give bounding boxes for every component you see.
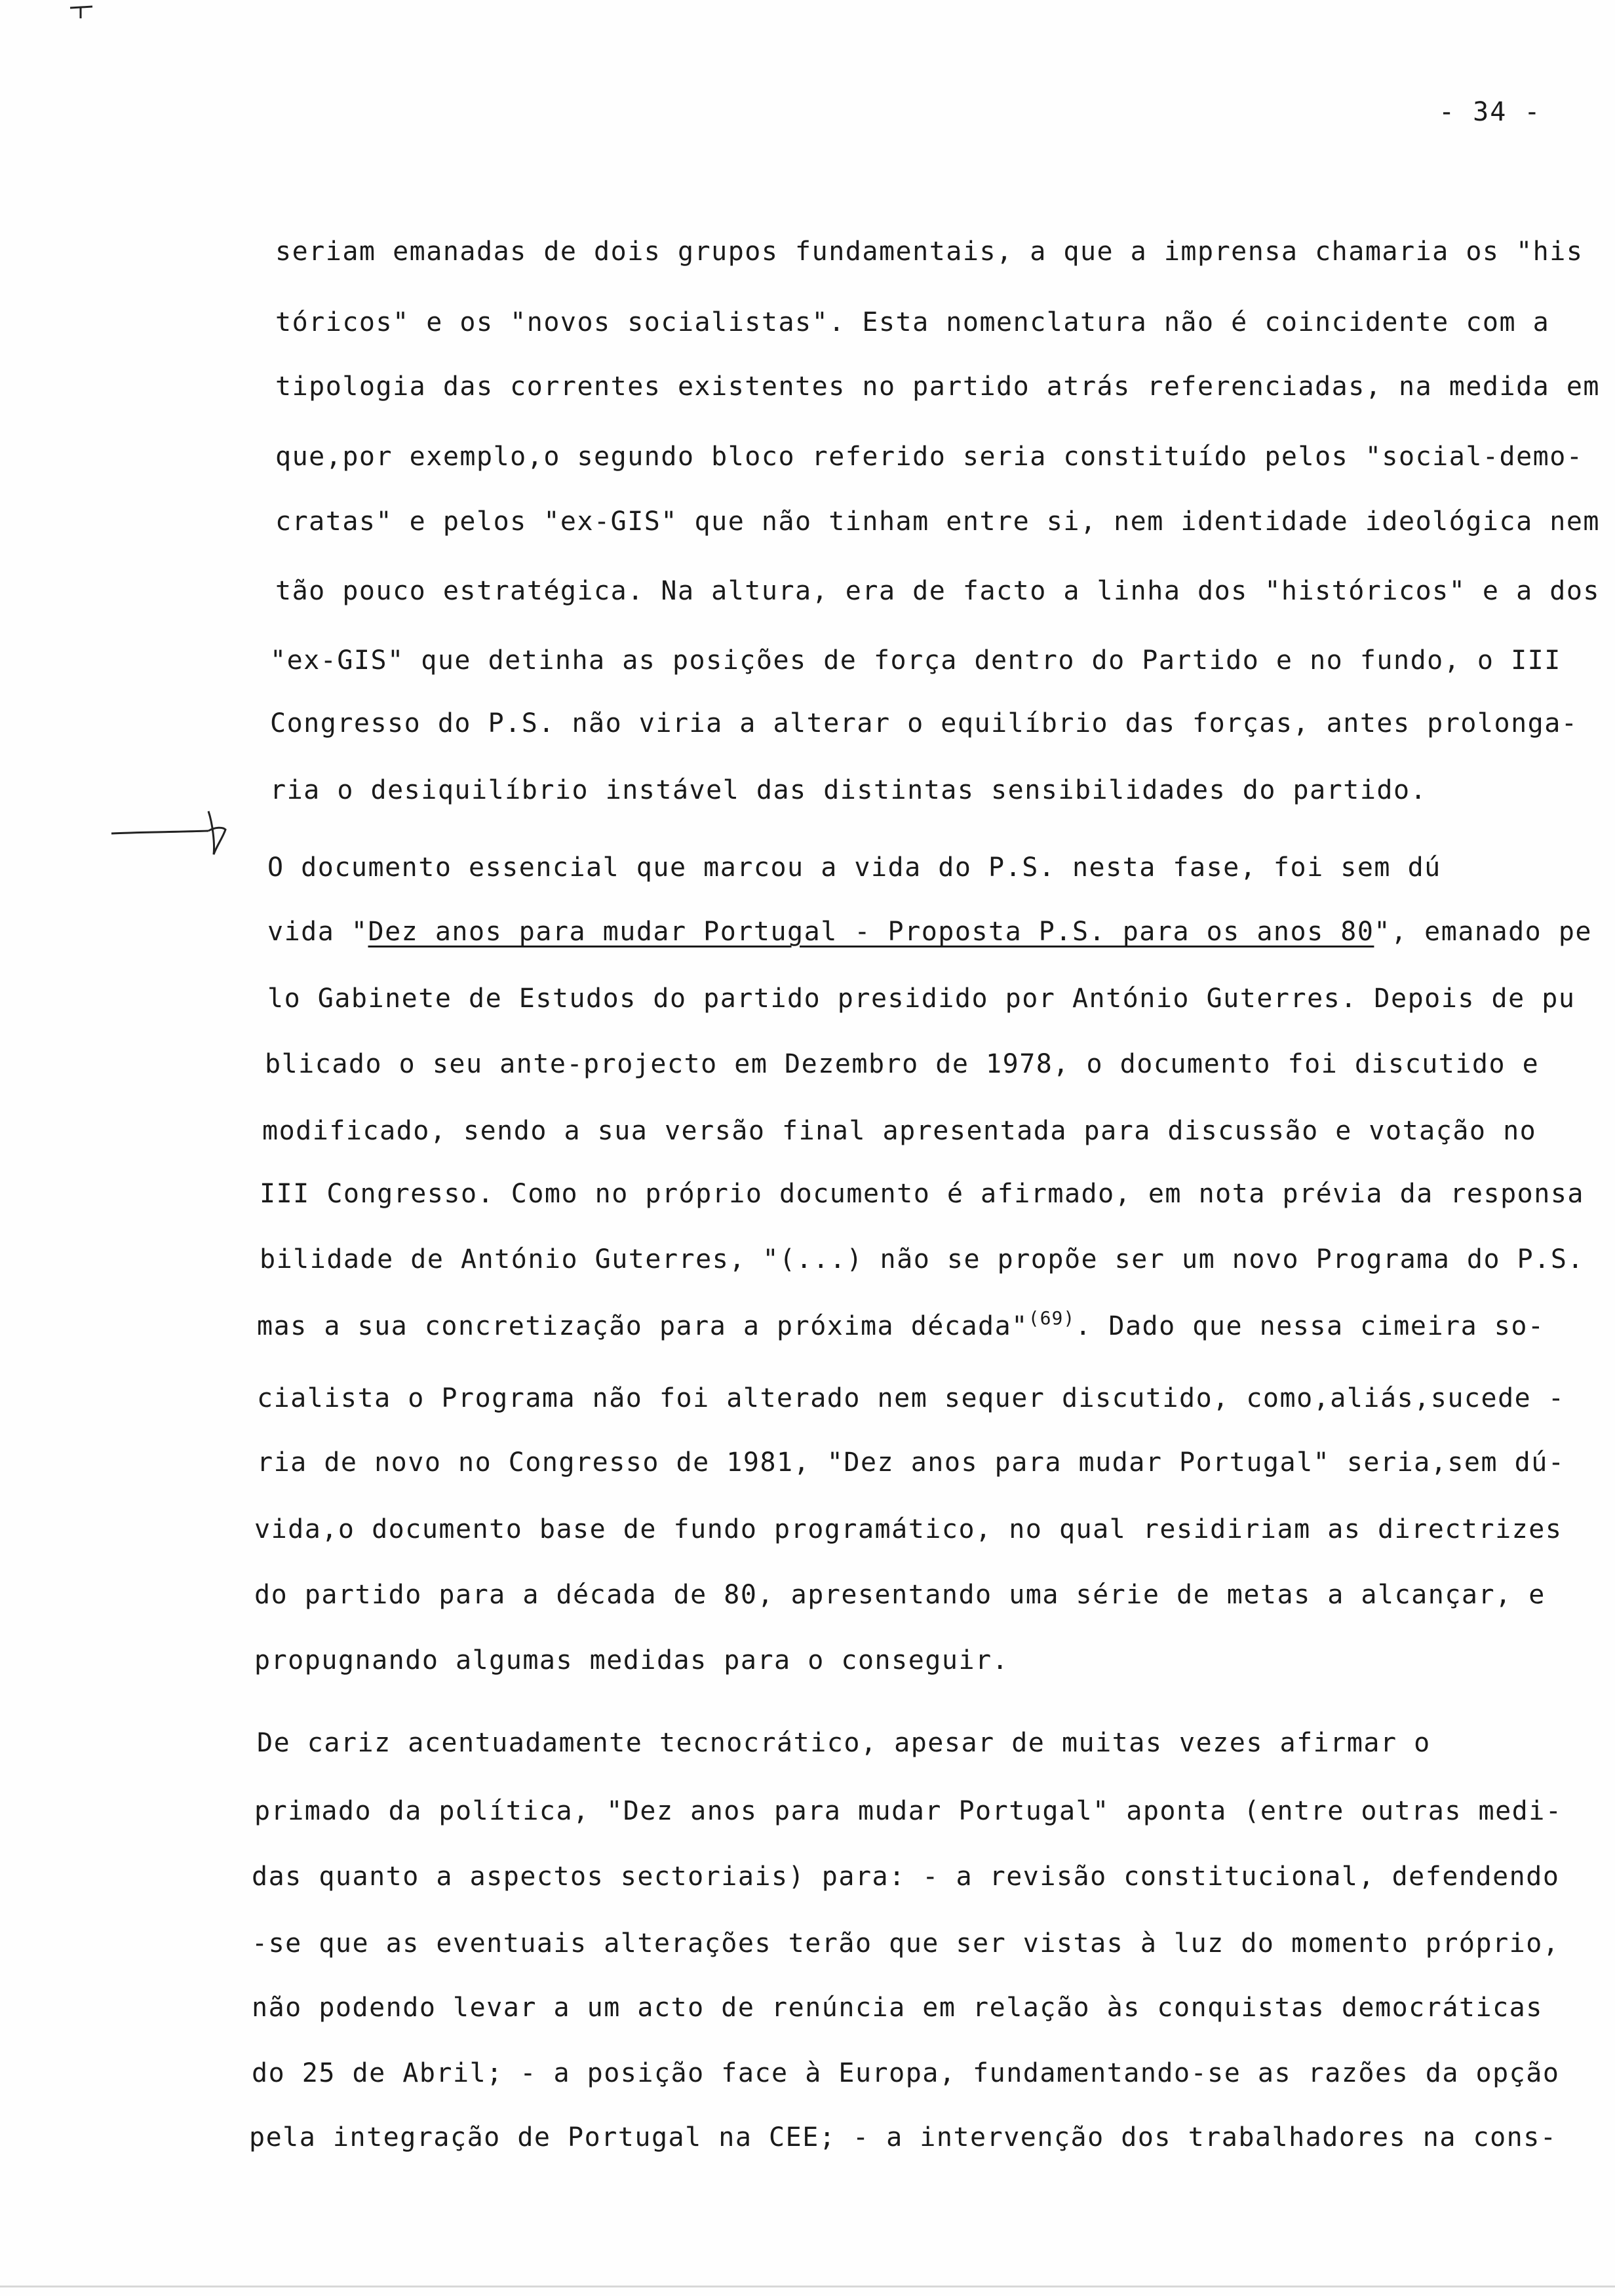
text-line: bilidade de António Guterres, "(...) não se propõe ser um novo Programa do P.S. bbox=[260, 1244, 1584, 1274]
text-line: cialista o Programa não foi alterado nem sequer discutido, como,aliás,sucede - bbox=[257, 1383, 1565, 1413]
text-line: mas a sua concretização para a próxima década"$^{(69)}$. Dado que nessa cimeira so- bbox=[257, 1307, 1545, 1341]
text-line: lo Gabinete de Estudos do partido presidido por António Guterres. Depois de pu bbox=[267, 984, 1576, 1014]
text-line: blicado o seu ante-projecto em Dezembro de 1978, o documento foi discutido e bbox=[265, 1049, 1540, 1079]
text-line: propugnando algumas medidas para o conseguir. bbox=[254, 1645, 1009, 1675]
text-line: modificado, sendo a sua versão final apresentada para discussão e votação no bbox=[262, 1116, 1537, 1146]
text-line: pela integração de Portugal na CEE; - a intervenção dos trabalhadores na cons- bbox=[249, 2122, 1557, 2152]
margin-arrow-mark bbox=[110, 803, 248, 875]
text-line: De cariz acentuadamente tecnocrático, apesar de muitas vezes afirmar o bbox=[257, 1728, 1431, 1758]
footnote-ref: (69) bbox=[1028, 1307, 1076, 1329]
text-line: tóricos" e os "novos socialistas". Esta nomenclatura não é coincidente com a bbox=[275, 307, 1550, 337]
text-line: Congresso do P.S. não viria a alterar o equilíbrio das forças, antes prolonga- bbox=[270, 708, 1578, 738]
text-line: que,por exemplo,o segundo bloco referido seria constituído pelos "social-demo- bbox=[275, 442, 1584, 472]
text-line: das quanto a aspectos sectoriais) para: - a revisão constitucional, defendendo bbox=[252, 1862, 1560, 1892]
page-number: - 34 - bbox=[1439, 97, 1542, 127]
text-line: vida,o documento base de fundo programático, no qual residiriam as directrizes bbox=[254, 1514, 1563, 1544]
page-bottom-edge bbox=[0, 2286, 1615, 2287]
text-line: "ex-GIS" que detinha as posições de força dentro do Partido e no fundo, o III bbox=[270, 645, 1561, 676]
text-line: do partido para a década de 80, apresentando uma série de metas a alcançar, e bbox=[254, 1580, 1546, 1610]
text-line: ria de novo no Congresso de 1981, "Dez anos para mudar Portugal" seria,sem dú- bbox=[257, 1447, 1565, 1478]
text-line: primado da política, "Dez anos para mudar Portugal" aponta (entre outras medi- bbox=[254, 1796, 1563, 1826]
text-line: -se que as eventuais alterações terão que ser vistas à luz do momento próprio, bbox=[252, 1928, 1560, 1959]
text-line: do 25 de Abril; - a posição face à Europa, fundamentando-se as razões da opção bbox=[252, 2058, 1560, 2088]
text-line: tão pouco estratégica. Na altura, era de facto a linha dos "históricos" e a dos bbox=[275, 576, 1600, 606]
text-line: não podendo levar a um acto de renúncia em relação às conquistas democráticas bbox=[252, 1993, 1543, 2023]
text-line: III Congresso. Como no próprio documento é afirmado, em nota prévia da responsa bbox=[260, 1179, 1584, 1209]
text-line: tipologia das correntes existentes no partido atrás referenciadas, na medida em bbox=[275, 372, 1600, 402]
text-line: seriam emanadas de dois grupos fundamentais, a que a imprensa chamaria os "his bbox=[275, 237, 1584, 267]
underlined-title: Dez anos para mudar Portugal - Proposta P.S. para os anos 80 bbox=[368, 917, 1374, 947]
text-line: cratas" e pelos "ex-GIS" que não tinham entre si, nem identidade ideológica nem bbox=[275, 507, 1600, 537]
corner-pen-mark bbox=[69, 4, 95, 24]
text-line: O documento essencial que marcou a vida do P.S. nesta fase, foi sem dú bbox=[267, 852, 1441, 883]
text-line: vida "Dez anos para mudar Portugal - Proposta P.S. para os anos 80", emanado pe bbox=[267, 917, 1592, 947]
text-line: ria o desiquilíbrio instável das distintas sensibilidades do partido. bbox=[270, 775, 1428, 805]
